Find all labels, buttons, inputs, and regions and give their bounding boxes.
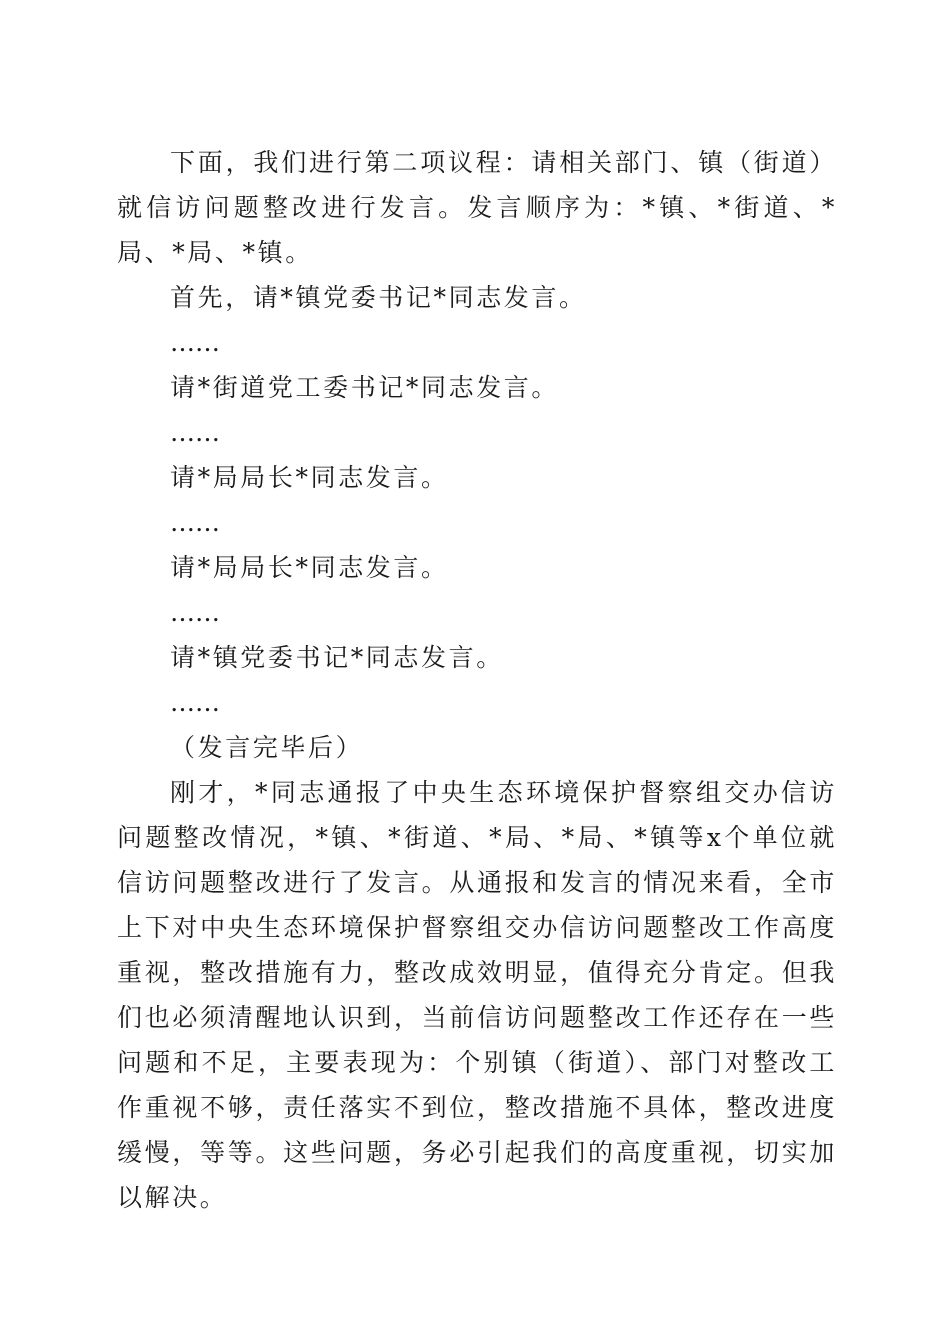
ellipsis-5: …… — [170, 688, 220, 717]
ellipsis-2: …… — [170, 418, 220, 447]
speaker-call-5: 请*镇党委书记*同志发言。 — [170, 643, 504, 672]
ellipsis-1: …… — [170, 328, 220, 357]
speaker-call-3: 请*局局长*同志发言。 — [170, 463, 449, 492]
agenda-intro-paragraph: 下面，我们进行第二项议程：请相关部门、镇（街道）就信访问题整改进行发言。发言顺序为：*镇、*街道、*局、*局、*镇。 — [117, 148, 837, 267]
speaker-call-2: 请*街道党工委书记*同志发言。 — [170, 373, 560, 402]
speaker-call-4: 请*局局长*同志发言。 — [170, 553, 449, 582]
summary-paragraph: 刚才，*同志通报了中央生态环境保护督察组交办信访问题整改情况，*镇、*街道、*局、*局、*镇等x个单位就信访问题整改进行了发言。从通报和发言的情况来看，全市上下对中央生态环境保护督察组交办信访问题整改工作高度重视，整改措施有力，整改成效明显，值得充分肯定。但我们也必须清醒地认识到，当前信访问题整改工作还存在一些问题和不足，主要表现为：个别镇（街道）、部门对整改工作重视不够，责任落实不到位，整改措施不具体，整改进度缓慢，等等。这些问题，务必引起我们的高度重视，切实加以解决。 — [117, 778, 837, 1212]
speaker-call-1: 首先，请*镇党委书记*同志发言。 — [170, 283, 587, 312]
document-page — [117, 140, 837, 1220]
stage-direction: （发言完毕后） — [170, 733, 364, 762]
ellipsis-3: …… — [170, 508, 220, 537]
ellipsis-4: …… — [170, 598, 220, 627]
